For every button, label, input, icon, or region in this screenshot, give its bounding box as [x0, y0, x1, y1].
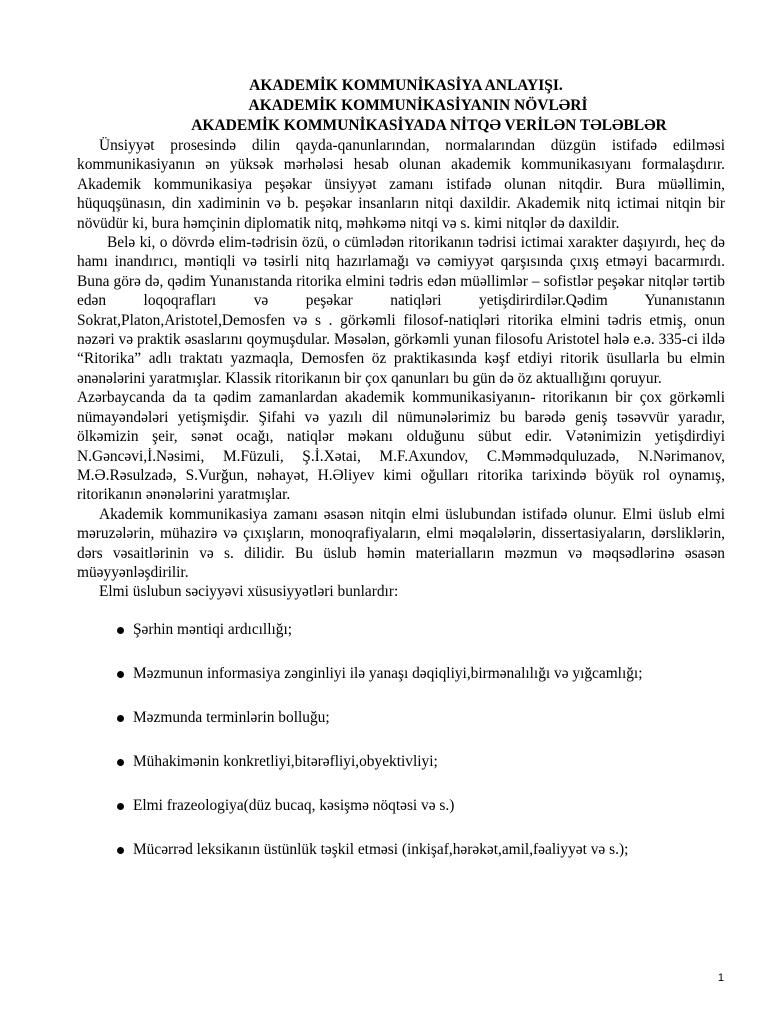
bullet-icon [117, 671, 124, 678]
page-number: 1 [717, 972, 724, 984]
list-item: Məzmunda terminlərin bolluğu; [77, 704, 725, 732]
list-item: Şərhin məntiqi ardıcıllığı; [77, 616, 725, 644]
bullet-icon [117, 715, 124, 722]
document-page [77, 76, 725, 880]
title-line-2: AKADEMİK KOMMUNİKASİYANIN NÖVLƏRİ [248, 97, 588, 114]
title-block [77, 76, 725, 136]
paragraph-scientific-style: Akademik kommunikasiya zamanı əsasən nitqin elmi üslubundan istifadə olunur. Elmi üslub elmi məruzələrin, mühazirə və çıxışların, monoqrafiyaların, elmi məqalələrin, dissertasiyaların, dərsliklərin, dərs vəsaitlərinin və s. dilidir. Bu üslub həmin materialların məzmun və məqsədlərinə əsasən müəyyənləşdirilir. [77, 505, 725, 581]
paragraph-features-intro: Elmi üslubun səciyyəvi xüsusiyyətləri bunlardır: [99, 583, 399, 601]
title-line-1: AKADEMİK KOMMUNİKASİYA ANLAYIŞI. [249, 77, 563, 94]
bullet-icon [117, 847, 124, 854]
bullet-icon [117, 759, 124, 766]
body-text [77, 136, 725, 602]
bullet-icon [117, 803, 124, 810]
list-item: Məzmunun informasiya zənginliyi ilə yanaşı dəqiqliyi,birmənalılığı və yığcamlığı; [77, 660, 725, 688]
title-line-3: AKADEMİK KOMMUNİKASİYADA NİTQƏ VERİLƏN TƏLƏBLƏR [191, 117, 667, 134]
paragraph-intro: Ünsiyyət prosesində dilin qayda-qanunlarından, normalarından düzgün istifadə edilməsi kommunikasiyanın ən yüksək mərhələsi hesab olunan akademik kommunikasıyanı formalaşdırır. Akademik kommunikasiya peşəkar ünsiyyət zamanı istifadə olunan nitqdir. Bura müəllimin, hüquqşünasın, din xadiminin və b. peşəkar insanların nitqi daxildir. Akademik nitq ictimai nitqin bir növüdür ki, bura həmçinin diplomatik nitq, məhkəmə nitqi və s. kimi nitqlər də daxildir. [77, 137, 725, 232]
features-list [77, 616, 725, 864]
list-item: Elmi frazeologiya(düz bucaq, kəsişmə nöqtəsi və s.) [77, 792, 725, 820]
list-item: Mücərrəd leksikanın üstünlük təşkil etməsi (inkişaf,hərəkət,amil,fəaliyyət və s.); [77, 836, 725, 864]
paragraph-azerbaijan: Azərbaycanda da ta qədim zamanlardan akademik kommunikasiyanın- ritorikanın bir çox görkəmli nümayəndələri yetişmişdir. Şifahi və yazılı dil nümunələrimiz bu barədə geniş təsəvvür yaradır, ölkəmizin şeir, sənət ocağı, natiqlər məkanı olduğunu sübut edir. Vətənimizin yetişdirdiyi N.Gəncəvi,İ.Nəsimi, M.Füzuli, Ş.İ.Xətai, M.F.Axundov, C.Məmmədquluzadə, N.Nərimanov, M.Ə.Rəsulzadə, S.Vurğun, nəhayət, H.Əliyev kimi oğulları ritorika tarixində böyük rol oynamış, ritorikanın ənənələrini yaratmışlar. [77, 389, 725, 504]
paragraph-history: Belə ki, o dövrdə elim-tədrisin özü, o cümlədən ritorikanın tədrisi ictimai xarakter daşıyırdı, heç də hamı inandırıcı, məntiqli və təsirli nitq hazırlamağı və cəmiyyət qarşısında çıxış etməyi bacarmırdı. Buna görə də, qədim Yunanıstanda ritorika elmini tədris edən müəllimlər – sofistlər peşəkar nitqlər tərtib edən loqoqrafları və peşəkar natiqləri yetişdirirdilər.Qədim Yunanıstanın Sokrat,Platon,Aristotel,Demosfen və s . görkəmli filosof-natiqləri ritorika elmini tədris etmiş, onun nəzəri və praktik əsaslarını qoymuşdular. Məsələn, görkəmli yunan filosofu Aristotel hələ e.ə. 335-ci ildə “Ritorika” adlı traktatı yazmaqla, Demosfen öz praktikasında kəşf etdiyi ritorik üsullarla bu elmin ənənələrini yaratmışlar. Klassik ritorikanın bir çox qanunları bu gün də öz aktuallığını qoruyur. [77, 234, 725, 387]
bullet-icon [117, 627, 124, 634]
list-item: Mühakimənin konkretliyi,bitərəfliyi,obyektivliyi; [77, 748, 725, 776]
